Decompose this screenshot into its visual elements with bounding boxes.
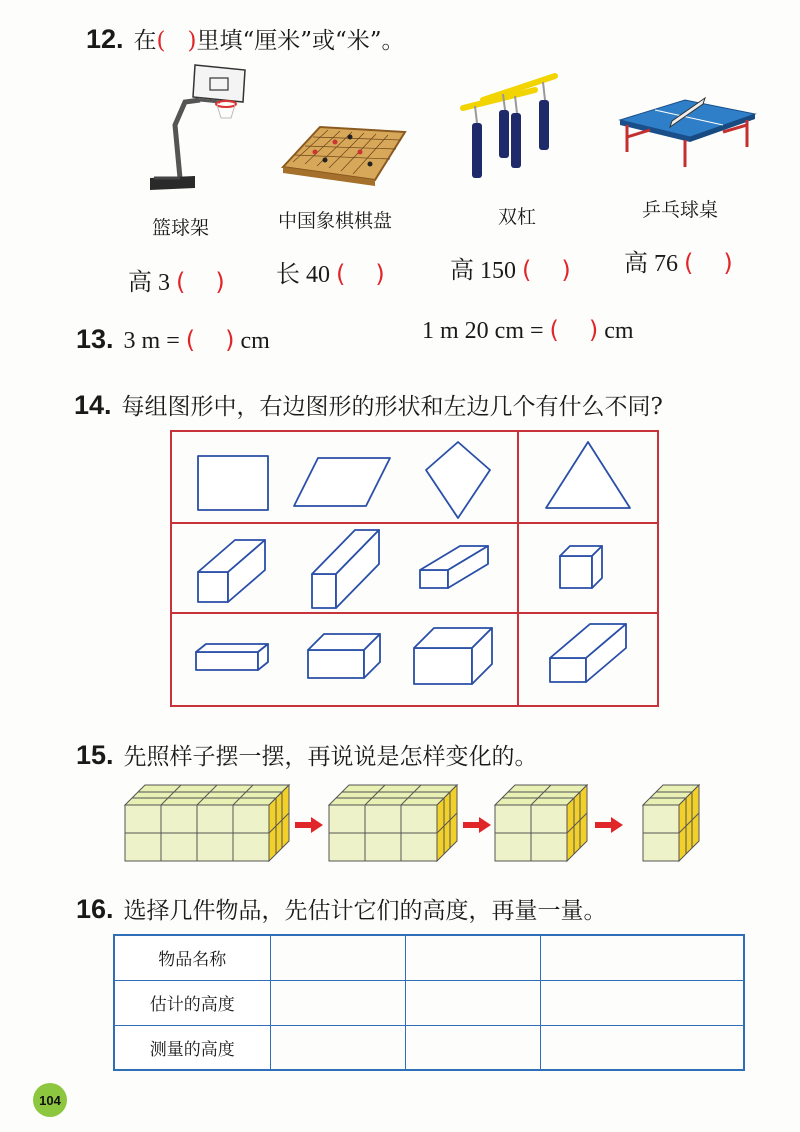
table-cell[interactable] (270, 1025, 405, 1070)
table-cell[interactable] (405, 1025, 540, 1070)
table-cell[interactable] (541, 980, 744, 1025)
table-cell[interactable] (270, 980, 405, 1025)
cuboid-shape (414, 628, 492, 684)
parallelogram-shape (294, 458, 390, 506)
cube-block-2 (329, 785, 457, 861)
question-number: 14. (74, 390, 112, 420)
cuboid-shape (550, 624, 626, 682)
cube-transformation-sequence (115, 775, 725, 870)
arrow-icon (463, 817, 491, 833)
conversion-blank[interactable]: 3 m = ( ) cm (123, 326, 270, 354)
cuboid-shape (312, 530, 379, 608)
question-text: 每组图形中，右边图形的形状和左边几个有什么不同? (121, 394, 663, 420)
table-row (114, 1025, 744, 1070)
question-text: 选择几件物品，先估计它们的高度，再量一量。 (123, 898, 607, 924)
measurement-blank[interactable]: 高 76 ( ) (624, 249, 733, 277)
triangle-shape (546, 442, 630, 508)
table-cell[interactable] (405, 935, 540, 980)
parallel-bars-icon (455, 68, 565, 188)
item-label: 双杠 (498, 206, 537, 228)
table-cell[interactable] (270, 935, 405, 980)
cube-block-4 (643, 785, 699, 861)
question-text: 先照样子摆一摆，再说说是怎样变化的。 (123, 744, 538, 770)
table-row (114, 980, 744, 1025)
item-label: 乒乓球桌 (642, 199, 719, 221)
arrow-icon (595, 817, 623, 833)
cuboid-shape (198, 540, 265, 602)
height-estimation-table (113, 934, 745, 1071)
basketball-hoop-icon (140, 60, 250, 195)
question-14-header (74, 388, 663, 421)
question-text: 在( )里填“厘米”或“米”。 (133, 28, 405, 54)
table-cell[interactable] (405, 980, 540, 1025)
cube-block-1 (125, 785, 289, 861)
row-header: 物品名称 (114, 935, 270, 980)
table-cell[interactable] (541, 1025, 744, 1070)
kite-shape (426, 442, 490, 518)
cuboid-shape (420, 546, 488, 588)
question-12-header (86, 22, 405, 55)
question-15-header (76, 738, 538, 771)
measurement-blank[interactable]: 长 40 ( ) (276, 260, 385, 288)
table-row (114, 935, 744, 980)
item-label: 篮球架 (152, 217, 210, 239)
measurement-blank[interactable]: 高 150 ( ) (450, 256, 571, 284)
arrow-icon (295, 817, 323, 833)
row-header: 估计的高度 (114, 980, 270, 1025)
item-label: 中国象棋棋盘 (278, 210, 393, 232)
question-number: 15. (76, 740, 114, 770)
row-header: 测量的高度 (114, 1025, 270, 1070)
cuboid-shape (196, 644, 268, 670)
measurement-blank[interactable]: 高 3 ( ) (128, 268, 225, 296)
question-13 (76, 324, 270, 355)
cuboid-shape (308, 634, 380, 678)
chessboard-icon (275, 122, 410, 187)
cube-block-3 (495, 785, 587, 861)
page-number-badge: 104 (33, 1083, 67, 1117)
ping-pong-table-icon (615, 92, 760, 172)
square-shape (198, 456, 268, 510)
question-number: 16. (76, 894, 114, 924)
shape-comparison-grid (170, 430, 660, 708)
question-number: 12. (86, 24, 124, 54)
conversion-blank[interactable]: 1 m 20 cm = ( ) cm (422, 316, 634, 344)
cube-shape (560, 546, 602, 588)
question-16-header (76, 892, 607, 925)
table-cell[interactable] (541, 935, 744, 980)
question-number: 13. (76, 324, 114, 354)
